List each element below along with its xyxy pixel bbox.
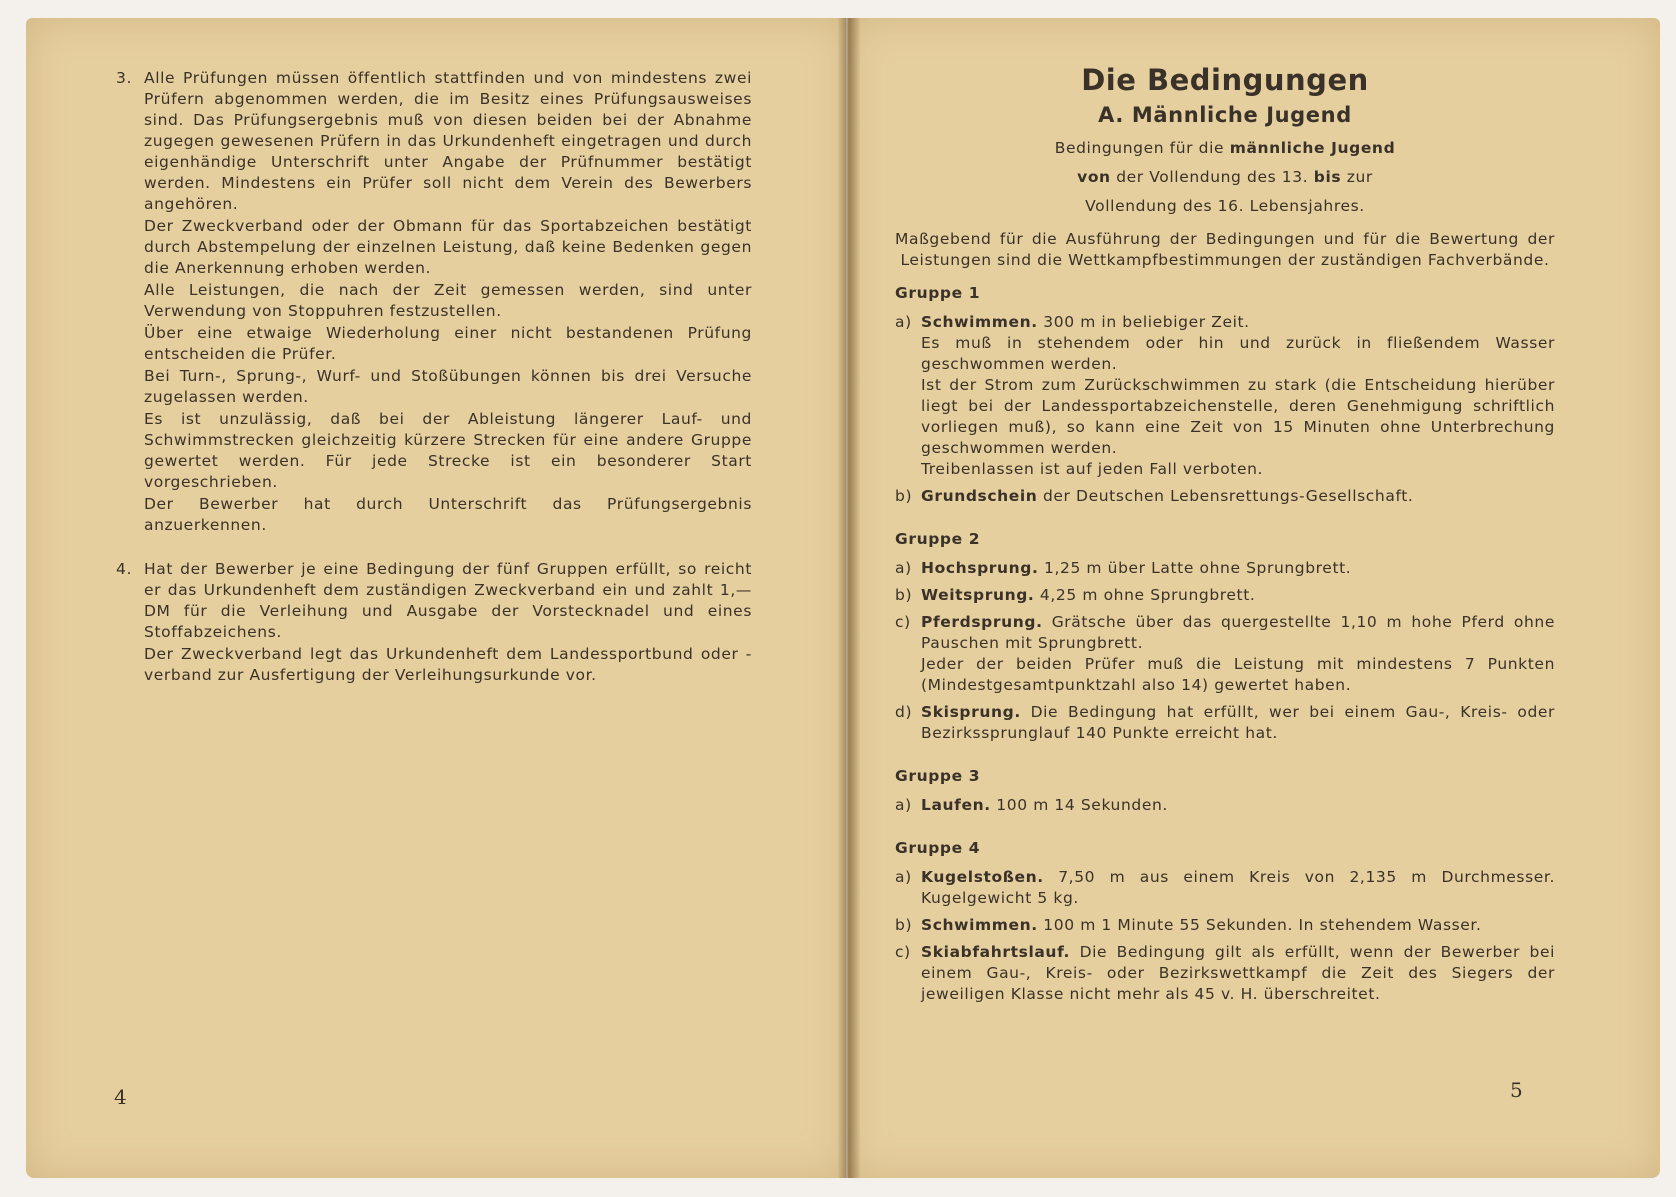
condition-entry: c) Pferdsprung. Grätsche über das quergestellte 1,10 m hohe Pferd ohne Pauschen mit Sprungbrett. Jeder der beiden Prüfer muß die Leistung mit mindestens 7 Punkten (Mindestgesamtpunktzahl also 14) gewertet haben.	[895, 613, 1555, 694]
paragraph: Bei Turn-, Sprung-, Wurf- und Stoßübungen können bis drei Versuche zugelassen werden.	[144, 367, 752, 406]
condition-entry: d) Skisprung. Die Bedingung hat erfüllt, wer bei einem Gau-, Kreis- oder Bezirkssprunglauf 140 Punkte erreicht hat.	[895, 703, 1555, 742]
scope-line-2: von der Vollendung des 13. bis zur	[1077, 168, 1373, 186]
right-page-content	[895, 63, 1555, 1011]
paragraph: Es ist unzulässig, daß bei der Ableistung längerer Lauf- und Schwimmstrecken gleichzeitig kürzere Strecken für eine andere Gruppe gewertet werden. Für jede Strecke ist ein besonderer Start vorgeschrieben.	[144, 410, 752, 491]
paragraph: Über eine etwaige Wiederholung einer nicht bestandenen Prüfung entscheiden die Prüfer.	[144, 324, 752, 363]
paragraph: Der Zweckverband oder der Obmann für das Sportabzeichen bestätigt durch Abstempelung der einzelnen Leistung, daß keine Bedenken gegen die Anerkennung erhoben werden.	[144, 217, 752, 277]
condition-entry: a) Laufen. 100 m 14 Sekunden.	[895, 796, 1168, 814]
condition-entry: a) Hochsprung. 1,25 m über Latte ohne Sprungbrett.	[895, 559, 1352, 577]
scope-line-1: Bedingungen für die männliche Jugend	[1054, 139, 1396, 157]
condition-entry: a) Kugelstoßen. 7,50 m aus einem Kreis von 2,135 m Durchmesser. Kugelgewicht 5 kg.	[895, 868, 1555, 907]
item-number: 3.	[116, 69, 132, 87]
condition-entry: b) Grundschein der Deutschen Lebensrettungs-Gesellschaft.	[895, 487, 1414, 505]
paragraph: Alle Leistungen, die nach der Zeit gemessen werden, sind unter Verwendung von Stoppuhren festzustellen.	[144, 281, 752, 320]
rule-item-4	[116, 559, 752, 686]
group-heading-3: Gruppe 3	[895, 767, 981, 785]
paragraph: Alle Prüfungen müssen öffentlich stattfinden und von mindestens zwei Prüfern abgenommen werden, die im Besitz eines Prüfungsausweises sind. Das Prüfungsergebnis muß von diesen beiden bei der Abnahme zugegen gewesenen Prüfern in das Urkundenheft eingetragen und durch eigenhändige Unterschrift unter Angabe der Prüfnummer bestätigt werden. Mindestens ein Prüfer soll nicht dem Verein des Bewerbers angehören.	[144, 69, 752, 213]
book-gutter	[838, 18, 860, 1178]
paragraph: Hat der Bewerber je eine Bedingung der fünf Gruppen erfüllt, so reicht er das Urkundenheft dem zuständigen Zweckverband ein und zahlt 1,— DM für die Verleihung und Ausgabe der Vorstecknadel und eines Stoffabzeichens.	[144, 560, 752, 641]
section-subtitle: A. Männliche Jugend	[1098, 103, 1352, 127]
page-number-right: 5	[1510, 1078, 1523, 1102]
group-heading-1: Gruppe 1	[895, 284, 981, 302]
rule-item-3	[116, 68, 752, 536]
paragraph: Der Bewerber hat durch Unterschrift das Prüfungsergebnis anzuerkennen.	[144, 495, 752, 534]
group-heading-4: Gruppe 4	[895, 839, 981, 857]
condition-entry: b) Schwimmen. 100 m 1 Minute 55 Sekunden. In stehendem Wasser.	[895, 916, 1482, 934]
intro-paragraph: Maßgebend für die Ausführung der Bedingungen und für die Bewertung der Leistungen sind die Wettkampfbestimmungen der zuständigen Fachverbände.	[895, 230, 1555, 269]
condition-entry: b) Weitsprung. 4,25 m ohne Sprungbrett.	[895, 586, 1256, 604]
scope-line-3: Vollendung des 16. Lebensjahres.	[1085, 197, 1365, 215]
condition-entry: a) Schwimmen. 300 m in beliebiger Zeit. Es muß in stehendem oder hin und zurück in fließendem Wasser geschwommen werden. Ist der Strom zum Zurückschwimmen zu stark (die Entscheidung hierüber liegt bei der Landessportabzeichenstelle, deren Genehmigung schriftlich vorliegen muß), so kann eine Zeit von 15 Minuten ohne Unterbrechung geschwommen werden. Treibenlassen ist auf jeden Fall verboten.	[895, 313, 1555, 478]
condition-entry: c) Skiabfahrtslauf. Die Bedingung gilt als erfüllt, wenn der Bewerber bei einem Gau-, Kreis- oder Bezirkswettkampf die Zeit des Siegers der jeweiligen Klasse nicht mehr als 45 v. H. überschreitet.	[895, 943, 1555, 1003]
page-title: Die Bedingungen	[1081, 63, 1369, 97]
paragraph: Der Zweckverband legt das Urkundenheft dem Landessportbund oder -verband zur Ausfertigung der Verleihungsurkunde vor.	[144, 645, 752, 684]
left-page-content	[116, 68, 752, 687]
page-number-left: 4	[114, 1085, 127, 1109]
item-number: 4.	[116, 560, 132, 578]
group-heading-2: Gruppe 2	[895, 530, 981, 548]
